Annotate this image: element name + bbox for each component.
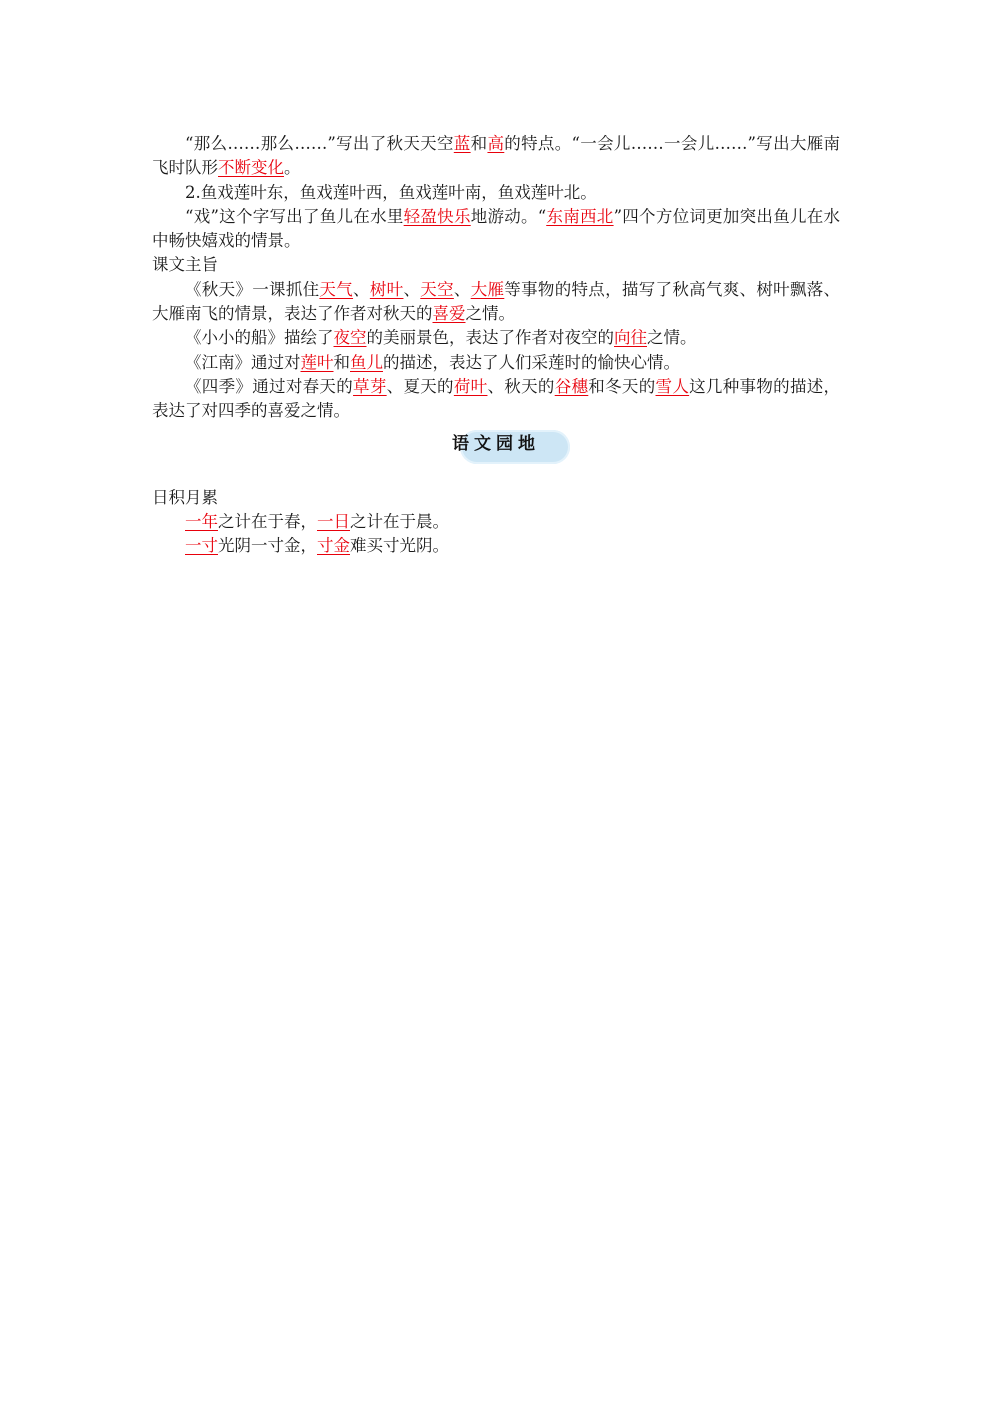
answer-blank: 寸金 bbox=[317, 536, 350, 556]
proverb-time bbox=[152, 534, 840, 558]
text: 的美丽景色，表达了作者对夜空的 bbox=[366, 328, 614, 348]
answer-blank: 高 bbox=[487, 134, 505, 153]
text: 、 bbox=[403, 279, 421, 299]
text: 之情。 bbox=[465, 304, 515, 324]
text: 之计在于晨。 bbox=[350, 511, 449, 531]
text: ”四个方位词更加突出鱼儿在水中畅快嬉戏的情景。 bbox=[152, 206, 841, 251]
text: 的描述，表达了人们采莲时的愉快心情。 bbox=[383, 352, 680, 372]
section-title: 语文园地 bbox=[452, 433, 540, 454]
paragraph-fish-analysis bbox=[152, 205, 840, 254]
text: 和 bbox=[333, 352, 350, 372]
answer-blank: 谷穗 bbox=[554, 376, 589, 396]
paragraph-autumn bbox=[152, 278, 840, 327]
answer-blank: 东南西北 bbox=[546, 206, 614, 226]
text: 《江南》通过对 bbox=[185, 352, 301, 372]
paragraph-sky-geese bbox=[152, 132, 840, 181]
proverb-year bbox=[152, 510, 840, 534]
answer-blank: 大雁 bbox=[470, 279, 505, 299]
text: 这几种事物的描述，表达了对四季的喜爱之情。 bbox=[152, 376, 841, 421]
paragraph-fish-verse: 2.鱼戏莲叶东，鱼戏莲叶西，鱼戏莲叶南，鱼戏莲叶北。 bbox=[185, 182, 597, 202]
text: 难买寸光阴。 bbox=[350, 536, 449, 556]
answer-blank: 一日 bbox=[317, 511, 350, 531]
answer-blank: 蓝 bbox=[453, 134, 471, 153]
section-title-banner bbox=[152, 426, 840, 474]
answer-blank: 不断变化 bbox=[218, 158, 284, 178]
answer-blank: 天空 bbox=[420, 279, 454, 299]
text: 之计在于春， bbox=[218, 511, 317, 531]
text: 光阴一寸金， bbox=[218, 536, 317, 556]
text: 等事物的特点，描写了秋高气爽、树叶飘落、大雁南飞的情景，表达了作者对秋天的 bbox=[152, 279, 841, 324]
paragraph-little-boat bbox=[152, 326, 840, 350]
answer-blank: 一寸 bbox=[185, 536, 218, 556]
paragraph-four-seasons bbox=[152, 375, 840, 424]
text: 地游动。“ bbox=[470, 206, 547, 226]
text: 、秋天的 bbox=[487, 376, 555, 396]
answer-blank: 夜空 bbox=[333, 328, 367, 348]
paragraph-jiangnan bbox=[152, 351, 840, 375]
answer-blank: 荷叶 bbox=[453, 376, 488, 396]
answer-blank: 向往 bbox=[614, 328, 647, 348]
answer-blank: 一年 bbox=[185, 511, 218, 531]
text: 《小小的船》描绘了 bbox=[185, 328, 334, 348]
text: “戏”这个字写出了鱼儿在水里 bbox=[185, 206, 404, 226]
answer-blank: 树叶 bbox=[369, 279, 404, 299]
heading-main-idea: 课文主旨 bbox=[152, 255, 218, 275]
text: 的特点。“一会儿……一会儿……”写出大雁南飞时队形 bbox=[152, 134, 841, 178]
answer-blank: 雪人 bbox=[655, 376, 690, 396]
answer-blank: 喜爱 bbox=[432, 304, 466, 324]
text: 之情。 bbox=[647, 328, 697, 348]
text: 《秋天》一课抓住 bbox=[185, 279, 320, 299]
text: 和冬天的 bbox=[588, 376, 656, 396]
answer-blank: 天气 bbox=[319, 279, 354, 299]
text: 、夏天的 bbox=[386, 376, 454, 396]
text: 、 bbox=[353, 279, 370, 299]
text: 《四季》通过对春天的 bbox=[185, 376, 354, 396]
text: 、 bbox=[453, 279, 471, 299]
answer-blank: 轻盈快乐 bbox=[403, 206, 471, 226]
document-body bbox=[152, 132, 840, 558]
text: 。 bbox=[284, 158, 301, 178]
heading-accumulation: 日积月累 bbox=[152, 487, 218, 507]
text: “那么……那么……”写出了秋天天空 bbox=[185, 134, 454, 153]
text: 和 bbox=[470, 134, 488, 153]
answer-blank: 草芽 bbox=[353, 376, 387, 396]
answer-blank: 莲叶 bbox=[300, 352, 334, 372]
answer-blank: 鱼儿 bbox=[350, 352, 383, 372]
